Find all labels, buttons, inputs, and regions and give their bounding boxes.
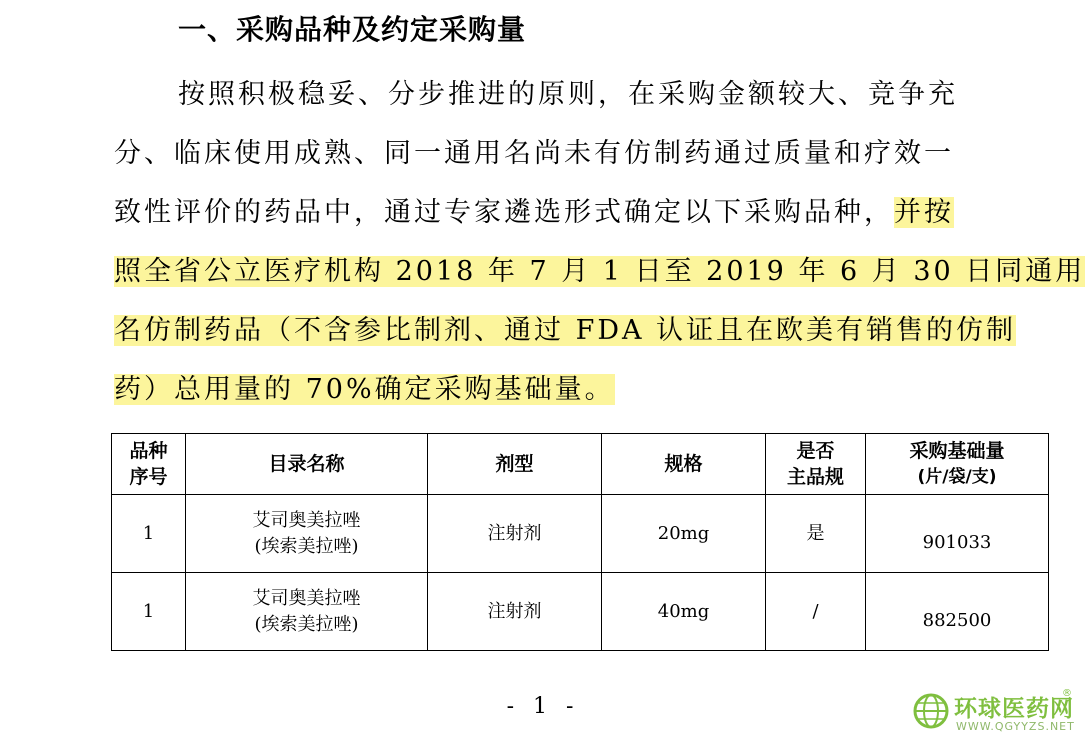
- table-row: [112, 573, 1049, 651]
- paragraph-line: [114, 183, 1014, 242]
- cell-name-line1: 艾司奥美拉唑: [252, 509, 361, 531]
- cell-name: [186, 495, 428, 573]
- header-name: 目录名称: [186, 434, 428, 495]
- cell-spec: 20mg: [602, 495, 766, 573]
- cell-main: /: [766, 573, 866, 651]
- header-qty-line2: (片/袋/支): [917, 467, 997, 487]
- watermark-logo: [912, 688, 1082, 736]
- highlighted-text: 并按: [894, 197, 954, 228]
- paragraph-line: 分、临床使用成熟、同一通用名尚未有仿制药通过质量和疗效一: [114, 138, 954, 169]
- body-paragraph: [114, 65, 1086, 419]
- cell-qty: 882500: [866, 573, 1049, 651]
- cell-name-line2: (埃索美拉唑): [254, 535, 359, 557]
- cell-name-line2: (埃索美拉唑): [254, 613, 359, 635]
- paragraph-text: 致性评价的药品中，通过专家遴选形式确定以下采购品种，: [114, 197, 894, 228]
- header-qty-line1: 采购基础量: [909, 440, 1005, 462]
- paragraph-line: [114, 242, 1086, 301]
- paragraph-line: [114, 301, 1017, 360]
- paragraph-line: [114, 360, 1014, 419]
- header-qty: [866, 434, 1049, 495]
- cell-spec: 40mg: [602, 573, 766, 651]
- cell-name: [186, 573, 428, 651]
- highlighted-text: 名仿制药品（不含参比制剂、通过 FDA 认证且在欧美有销售的仿制: [114, 315, 1017, 346]
- cell-seq: 1: [112, 573, 186, 651]
- table-header-row: [112, 434, 1049, 495]
- header-spec: 规格: [602, 434, 766, 495]
- cell-name-line1: 艾司奥美拉唑: [252, 587, 361, 609]
- header-seq: [112, 434, 186, 495]
- cell-form: 注射剂: [428, 495, 602, 573]
- table-row: [112, 495, 1049, 573]
- page-number: - 1 -: [506, 694, 580, 719]
- watermark-name: 环球医药网: [954, 696, 1074, 722]
- header-main-line2: 主品规: [786, 466, 844, 488]
- header-form: 剂型: [428, 434, 602, 495]
- section-heading: 一、采购品种及约定采购量: [178, 13, 527, 46]
- header-seq-line2: 序号: [129, 466, 168, 488]
- header-main-line1: 是否: [796, 440, 835, 462]
- cell-form: 注射剂: [428, 573, 602, 651]
- highlighted-text: 药）总用量的 70%确定采购基础量。: [114, 374, 615, 405]
- procurement-table: [111, 433, 1049, 651]
- cell-qty: 901033: [866, 495, 1049, 573]
- highlighted-text: 照全省公立医疗机构 2018 年 7 月 1 日至 2019 年 6 月 30 日同通用: [114, 256, 1086, 287]
- globe-icon: [912, 692, 950, 730]
- header-seq-line1: 品种: [129, 440, 168, 462]
- cell-main: 是: [766, 495, 866, 573]
- paragraph-line: 按照积极稳妥、分步推进的原则，在采购金额较大、竞争充: [178, 79, 958, 110]
- cell-seq: 1: [112, 495, 186, 573]
- header-main: [766, 434, 866, 495]
- registered-mark: ®: [1062, 688, 1072, 699]
- watermark-url: WWW.QGYYZS.NET: [956, 720, 1075, 733]
